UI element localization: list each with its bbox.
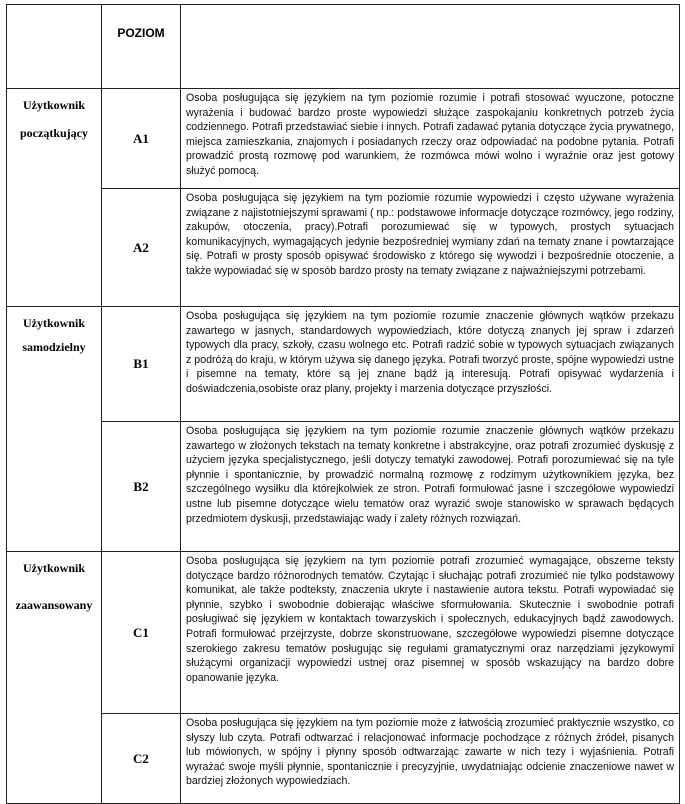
- level-description-c1: [181, 552, 680, 714]
- level-code-b1: B1: [102, 307, 181, 422]
- header-description-cell: [181, 5, 680, 89]
- group-advanced-line1: Użytkownik: [22, 561, 85, 575]
- group-beginner: [7, 89, 102, 307]
- group-independent: [7, 307, 102, 552]
- header-level: POZIOM: [102, 5, 181, 89]
- table-row-c2: [7, 714, 680, 804]
- level-code-b2: B2: [102, 422, 181, 552]
- level-description-a2: [181, 189, 680, 307]
- level-description-b1: [181, 307, 680, 422]
- level-description-text: Osoba posługująca się językiem na tym poziomie rozumie znaczenie głównych wątków przekazu zawartego w jasnych, standardowych wypowiedziach, które dotyczą znanych jej spraw i zdarzeń typowych dla pracy, szkoły, czasu wolnego etc. Potrafi radzić sobie w typowych sytuacjach związanych z podróżą do kraju, w którym używa się danego języka. Potrafi tworzyć proste, spójne wypowiedzi ustne i pisemne na tematy, które są jej znane bądź ją interesują. Potrafi opisywać wydarzenia i doświadczenia,osobiste oraz plany, projekty i marzenia dotyczące przyszłości.: [186, 310, 674, 395]
- level-code-c1: C1: [102, 552, 181, 714]
- level-description-c2: [181, 714, 680, 804]
- level-code-a1: A1: [102, 89, 181, 189]
- cefr-levels-table: [6, 4, 680, 804]
- table-row-b1: [7, 307, 680, 422]
- group-independent-line1: Użytkownik: [22, 316, 85, 330]
- group-advanced-line2: zaawansowany: [15, 598, 93, 612]
- table-row-a1: [7, 89, 680, 189]
- table-row-b2: [7, 422, 680, 552]
- group-beginner-line2: początkujący: [20, 126, 88, 140]
- group-advanced: [7, 552, 102, 804]
- level-code-c2: C2: [102, 714, 181, 804]
- level-description-text: Osoba posługująca się językiem na tym poziomie potrafi zrozumieć wymagające, obszerne teksty dotyczące bardzo różnorodnych tematów. Czytając i słuchając potrafi zrozumieć nie tylko podstawowy komunikat, ale także podteksty, znaczenia ukryte i nastawienie autora tekstu. Potrafi wypowiadać się płynnie, szybko i swobodnie dobierając właściwe sformułowania. Skutecznie i swobodnie potrafi posługiwać się językiem w kontaktach towarzyskich i społecznych, edukacyjnych bądź zawodowych. Potrafi formułować przejrzyste, dobrze skonstruowane, szczegółowe wypowiedzi pisemne dotyczące szerokiego zakresu tematów posługując się regułami gramatycznymi oraz narzędziami językowymi służącymi organizacji wypowiedzi ustnej oraz pisemnej w sposób wskazujący na bardzo dobre opanowanie języka.: [186, 555, 674, 684]
- level-description-b2: [181, 422, 680, 552]
- level-code-a2: A2: [102, 189, 181, 307]
- group-beginner-line1: Użytkownik: [22, 98, 85, 112]
- header-empty-cell: [7, 5, 102, 89]
- level-description-a1: [181, 89, 680, 189]
- header-row: [7, 5, 680, 89]
- level-description-text: Osoba posługująca się językiem na tym poziomie może z łatwością zrozumieć praktycznie wszystko, co słyszy lub czyta. Potrafi odtwarzać i relacjonować informacje pochodzące z różnych źródeł, pisanych lub mówionych, w spójny i płynny sposób odtwarzając zawarte w nich tezy i wyjaśnienia. Potrafi wyrażać swoje myśli płynnie, spontanicznie i precyzyjnie, uwydatniając odcienie znaczeniowe nawet w bardziej złożonych wypowiedziach.: [186, 717, 674, 788]
- table-row-a2: [7, 189, 680, 307]
- group-independent-line2: samodzielny: [22, 340, 86, 354]
- level-description-text: Osoba posługująca się językiem na tym poziomie rozumie znaczenie głównych wątków przekazu zawartego w złożonych tekstach na tematy konkretne i abstrakcyjne, oraz potrafi zrozumieć dyskusję z użyciem języka specjalistycznego, jeśli dotyczy tematyki zawodowej. Potrafi porozumiewać się na tyle płynnie i spontanicznie, by prowadzić normalną rozmowę z rodzimym użytkownikiem języka, bez szczególnego wysiłku dla którejkolwiek ze stron. Potrafi formułować jasne i szczegółowe wypowiedzi ustne lub pisemne dotyczące wielu tematów oraz wyrazić swoje stanowisko w sprawach będących przedmiotem dyskusji, przedstawiając wady i zalety różnych rozwiązań.: [186, 425, 674, 525]
- level-description-text: Osoba posługująca się językiem na tym poziomie rozumie i potrafi stosować wyuczone, potoczne wyrażenia i budować bardzo proste wypowiedzi służące zaspokajaniu konkretnych potrzeb życia codziennego. Potrafi przedstawiać siebie i innych. Potrafi zadawać pytania dotyczące życia prywatnego, miejsca zamieszkania, znajomych i posiadanych rzeczy oraz odpowiadać na podobne pytania. Potrafi prowadzić prostą rozmowę pod warunkiem, że rozmówca mówi wolno i wyraźnie oraz jest gotowy służyć pomocą.: [186, 92, 674, 177]
- table-row-c1: [7, 552, 680, 714]
- level-description-text: Osoba posługująca się językiem na tym poziomie rozumie wypowiedzi i często używane wyrażenia związane z najistotniejszymi sprawami ( np.: podstawowe informacje dotyczące rozmówcy, jego rodziny, zakupów, otoczenia, pracy).Potrafi porozumiewać się w typowych, prostych sytuacjach komunikacyjnych, wymagających jedynie bezpośredniej wymiany zdań na tematy znane i powtarzające się. Potrafi w prosty sposób opisywać środowisko z którego się wywodzi i bezpośrednie otoczenie, a także wypowiadać się w sposób bardzo prosty na tematy związane z najważniejszymi potrzebami.: [186, 192, 674, 277]
